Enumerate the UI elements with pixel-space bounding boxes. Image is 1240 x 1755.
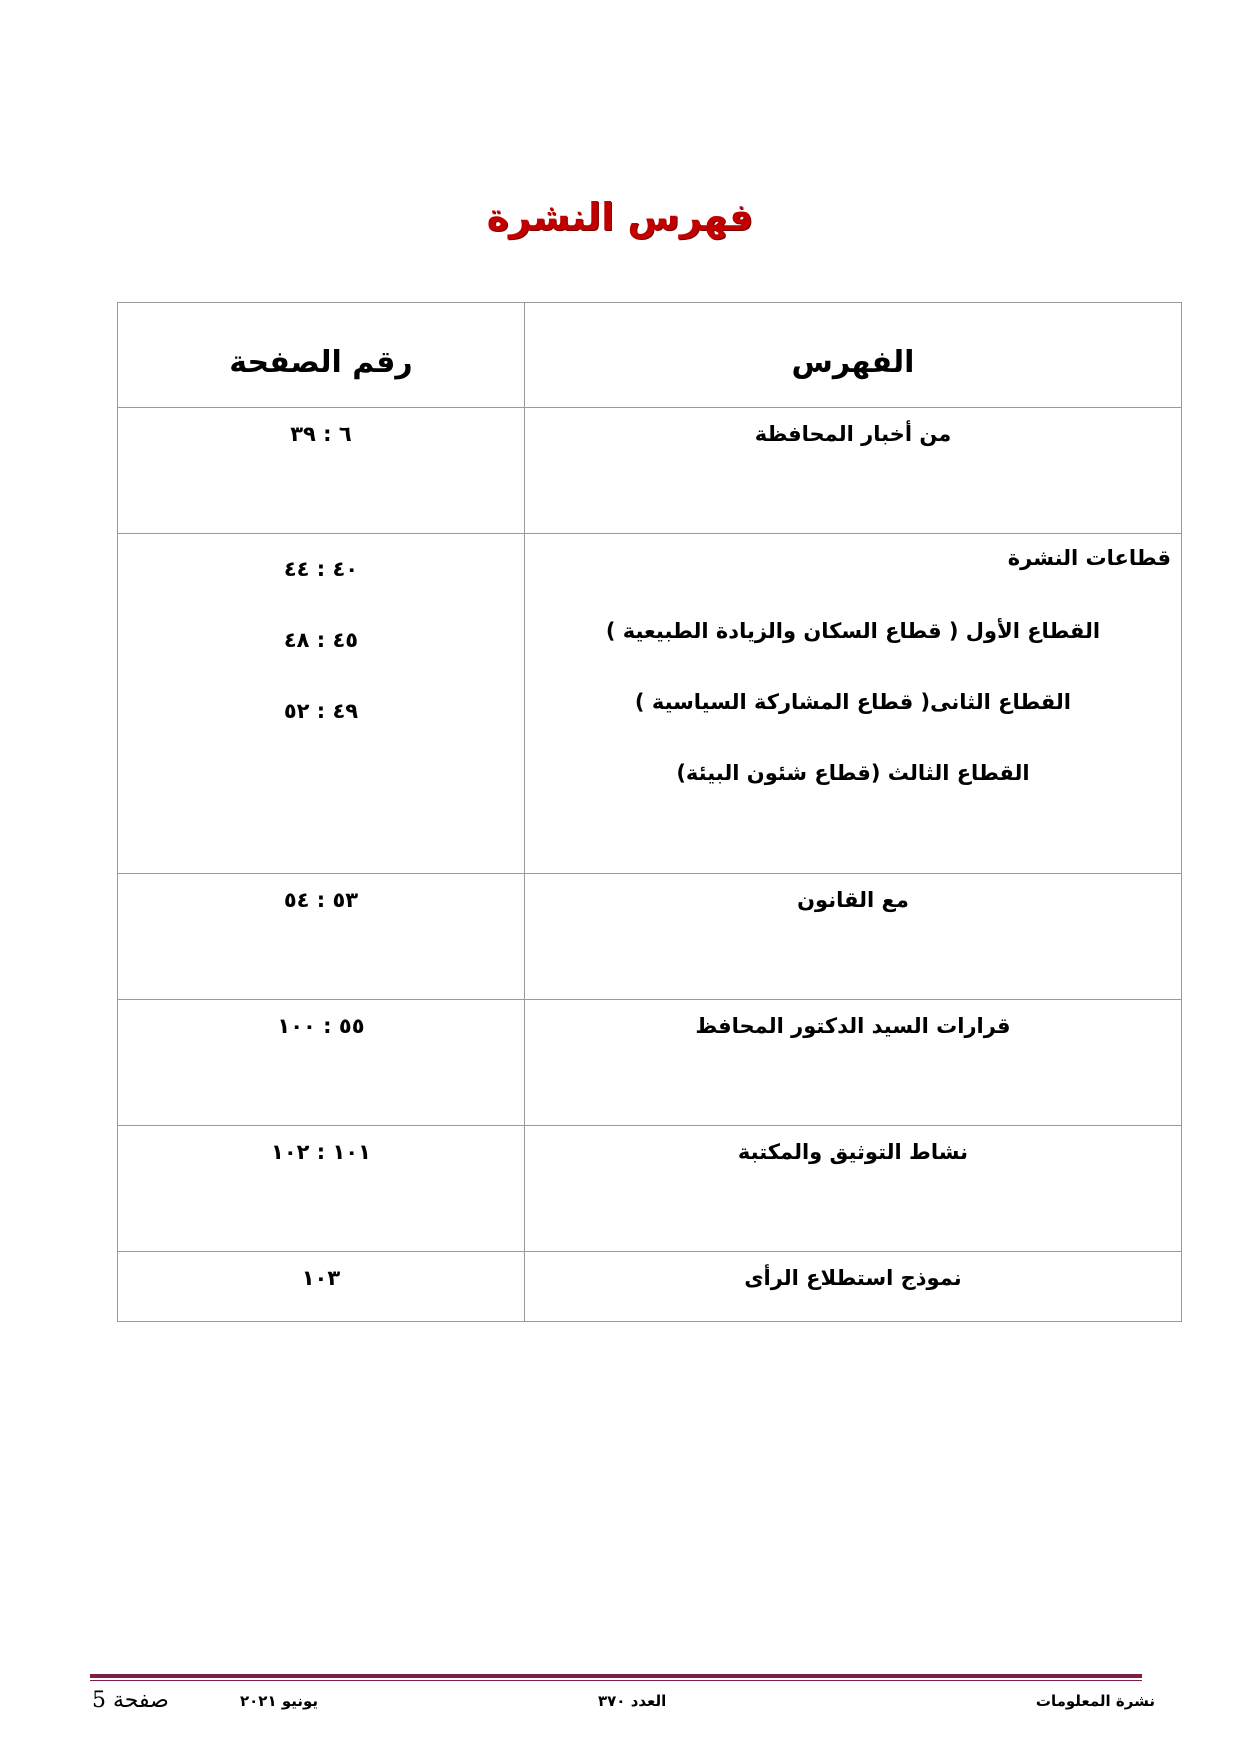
page-range: ١٠٣: [301, 1266, 341, 1290]
page-range: ٤٥ : ٤٨: [283, 628, 359, 652]
table-header-row: [118, 303, 1182, 408]
page-range: ٦ : ٣٩: [290, 422, 352, 446]
page-range: ٥٣ : ٥٤: [283, 888, 359, 912]
index-table: [117, 302, 1182, 1322]
item-cell: [524, 874, 1181, 1000]
item-cell: [524, 1252, 1181, 1322]
table-row: [118, 1126, 1182, 1252]
sector-item: القطاع الأول ( قطاع السكان والزيادة الطبيعية ): [605, 619, 1101, 643]
table-row: [118, 874, 1182, 1000]
footer-issue-number: العدد ٣٧٠: [598, 1692, 667, 1710]
page-range: ٤٠ : ٤٤: [283, 557, 359, 581]
page-range: ٤٩ : ٥٢: [283, 699, 359, 723]
item-cell: [524, 1000, 1181, 1126]
table-row: [118, 1252, 1182, 1322]
table-row: [118, 1000, 1182, 1126]
page-footer: [0, 1688, 1240, 1718]
table-row-sectors: [118, 534, 1182, 874]
item-cell: [524, 1126, 1181, 1252]
sectors-page-cell: [118, 534, 525, 874]
footer-rule-thin: [90, 1680, 1142, 1681]
header-cell-index: [524, 303, 1181, 408]
page-range: ١٠١ : ١٠٢: [271, 1140, 371, 1164]
sector-item: القطاع الثانى( قطاع المشاركة السياسية ): [634, 690, 1071, 714]
footer-publication-name: نشرة المعلومات: [1035, 1692, 1155, 1710]
item-label: قرارات السيد الدكتور المحافظ: [695, 1014, 1011, 1038]
page-cell: [118, 1252, 525, 1322]
page-cell: [118, 408, 525, 534]
page-range: ٥٥ : ١٠٠: [277, 1014, 365, 1038]
sector-item: القطاع الثالث (قطاع شئون البيئة): [676, 761, 1030, 785]
item-label: نموذج استطلاع الرأى: [744, 1266, 962, 1290]
item-cell: [524, 408, 1181, 534]
footer-rule: [90, 1674, 1142, 1678]
sectors-heading: قطاعات النشرة: [1007, 546, 1171, 570]
item-label: مع القانون: [797, 888, 909, 912]
item-label: من أخبار المحافظة: [754, 422, 952, 446]
page-cell: [118, 1126, 525, 1252]
header-index-label: الفهرس: [791, 344, 915, 380]
sectors-cell: [524, 534, 1181, 874]
footer-date: يونيو ٢٠٢١: [240, 1692, 319, 1710]
header-cell-page: [118, 303, 525, 408]
header-page-label: رقم الصفحة: [229, 344, 413, 380]
footer-page-number: صفحة 5: [92, 1688, 169, 1713]
page-title: فهرس النشرة: [486, 195, 754, 239]
item-label: نشاط التوثيق والمكتبة: [737, 1140, 969, 1164]
page-cell: [118, 1000, 525, 1126]
page-cell: [118, 874, 525, 1000]
table-row: [118, 408, 1182, 534]
